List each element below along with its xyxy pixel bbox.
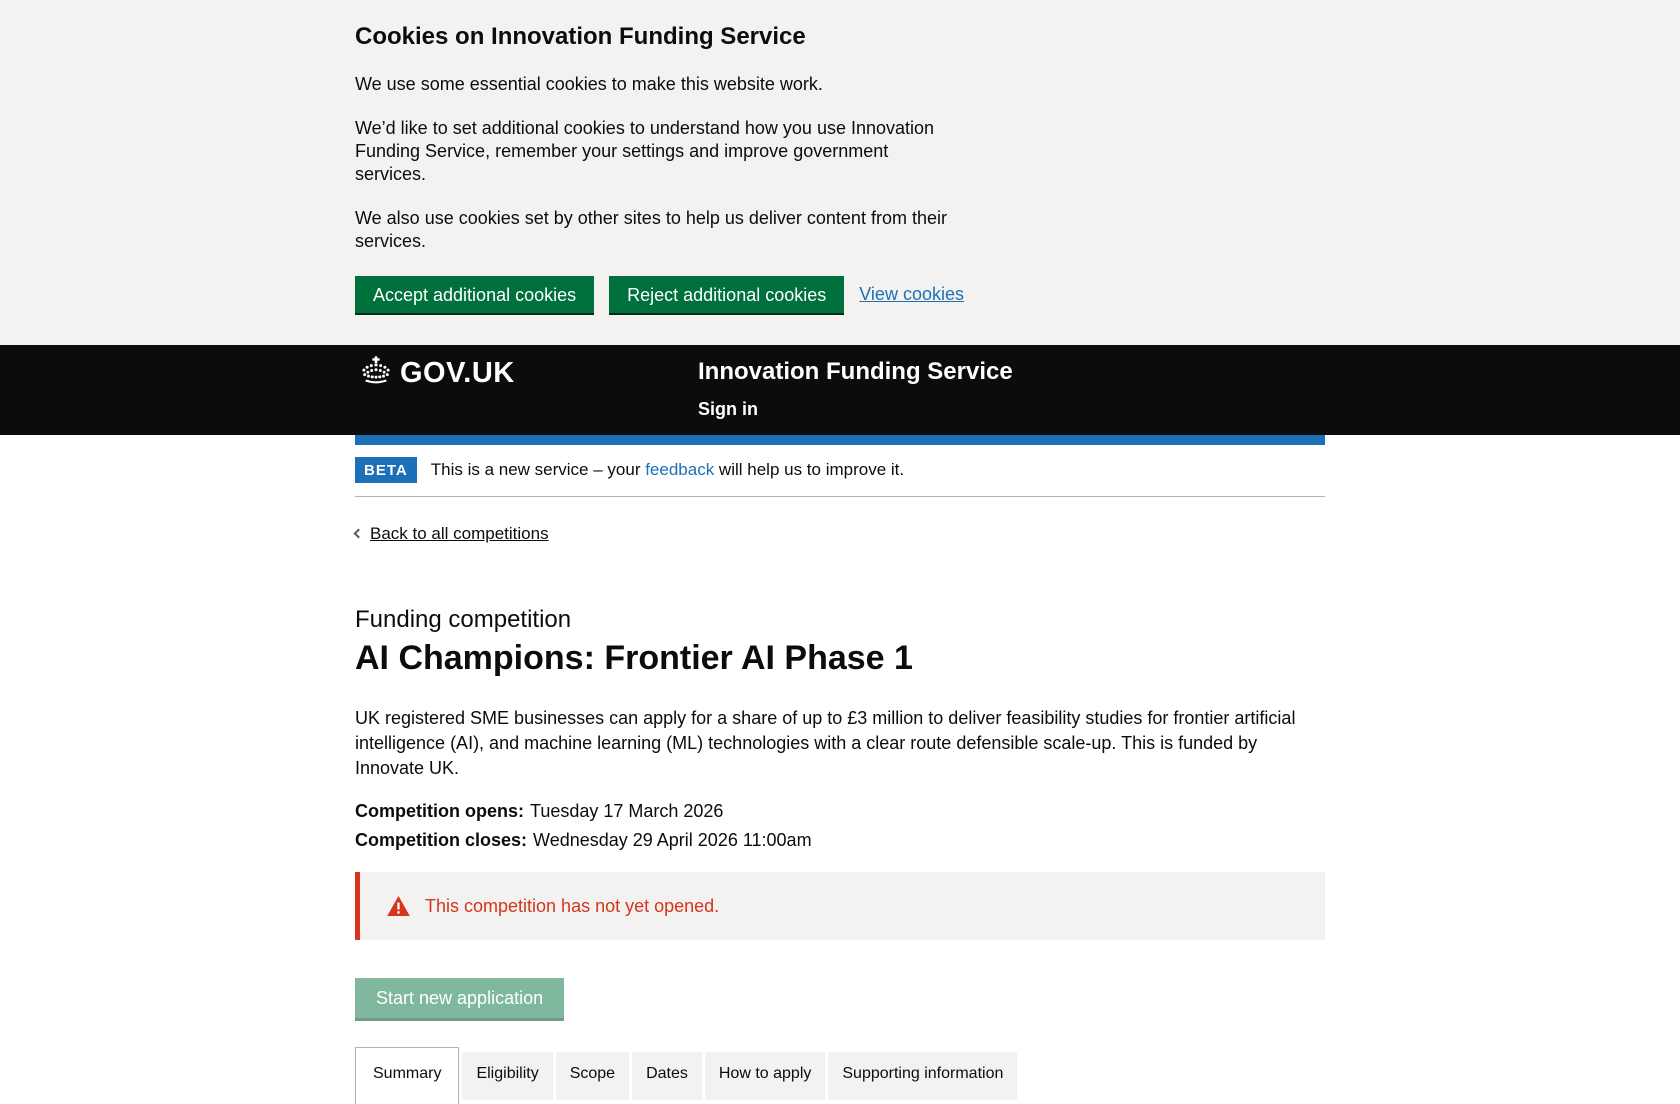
competition-description: UK registered SME businesses can apply for a share of up to £3 million to deliver feasibility studies for frontier artificial intelligence (AI), and machine learning (ML) technologies with a clear route defensible scale-up. This is funded by Innovate UK. bbox=[355, 708, 1296, 778]
tab-scope[interactable]: Scope bbox=[556, 1052, 629, 1100]
govuk-logo-link[interactable] bbox=[359, 356, 515, 390]
opens-value: Tuesday 17 March 2026 bbox=[530, 801, 724, 821]
cookie-banner-paragraph-2: We’d like to set additional cookies to understand how you use Innovation Funding Service, remember your settings and improve government services. bbox=[355, 118, 935, 184]
govuk-logo-text: GOV.UK bbox=[400, 356, 515, 389]
warning-icon bbox=[387, 896, 410, 916]
opens-label: Competition opens: bbox=[355, 801, 524, 821]
feedback-link[interactable]: feedback bbox=[645, 460, 715, 479]
funding-competition-eyebrow: Funding competition bbox=[355, 606, 572, 633]
phase-text-before: This is a new service – your bbox=[430, 460, 646, 479]
main-content bbox=[355, 445, 1325, 1104]
page-title: AI Champions: Frontier AI Phase 1 bbox=[355, 639, 913, 677]
competition-closes-row bbox=[355, 829, 1325, 852]
cookie-banner bbox=[0, 0, 1680, 345]
back-to-competitions-link[interactable] bbox=[355, 524, 549, 543]
service-name-link[interactable]: Innovation Funding Service bbox=[698, 358, 1013, 385]
accept-cookies-button[interactable]: Accept additional cookies bbox=[355, 276, 594, 313]
sign-in-link[interactable]: Sign in bbox=[698, 399, 758, 419]
header-blue-bar bbox=[355, 435, 1325, 445]
back-link-label: Back to all competitions bbox=[370, 524, 549, 543]
tab-how-to-apply[interactable]: How to apply bbox=[705, 1052, 826, 1100]
view-cookies-link[interactable]: View cookies bbox=[859, 284, 964, 304]
phase-banner-text bbox=[431, 460, 904, 480]
cookie-banner-paragraph-3: We also use cookies set by other sites to help us deliver content from their services. bbox=[355, 208, 947, 251]
site-header bbox=[0, 345, 1680, 435]
crown-icon bbox=[359, 356, 393, 390]
closes-value: Wednesday 29 April 2026 11:00am bbox=[533, 830, 812, 850]
tab-dates[interactable]: Dates bbox=[632, 1052, 702, 1100]
phase-banner bbox=[355, 445, 1325, 497]
closes-label: Competition closes: bbox=[355, 830, 528, 850]
competition-opens-row bbox=[355, 800, 1325, 823]
cookie-banner-paragraph-1: We use some essential cookies to make this website work. bbox=[355, 74, 823, 94]
cookie-actions bbox=[355, 276, 1325, 313]
tab-summary[interactable]: Summary bbox=[355, 1047, 459, 1104]
back-chevron-icon bbox=[354, 529, 364, 539]
tab-eligibility[interactable]: Eligibility bbox=[462, 1052, 552, 1100]
notice-text: This competition has not yet opened. bbox=[425, 896, 720, 916]
cookie-banner-title: Cookies on Innovation Funding Service bbox=[355, 23, 806, 50]
reject-cookies-button[interactable]: Reject additional cookies bbox=[609, 276, 844, 313]
not-opened-notice bbox=[355, 872, 1325, 940]
start-new-application-button[interactable]: Start new application bbox=[355, 978, 564, 1018]
tab-supporting-information[interactable]: Supporting information bbox=[828, 1052, 1017, 1100]
competition-tabs bbox=[355, 1047, 1325, 1104]
beta-tag: BETA bbox=[355, 457, 417, 483]
phase-text-after: will help us to improve it. bbox=[714, 460, 905, 479]
